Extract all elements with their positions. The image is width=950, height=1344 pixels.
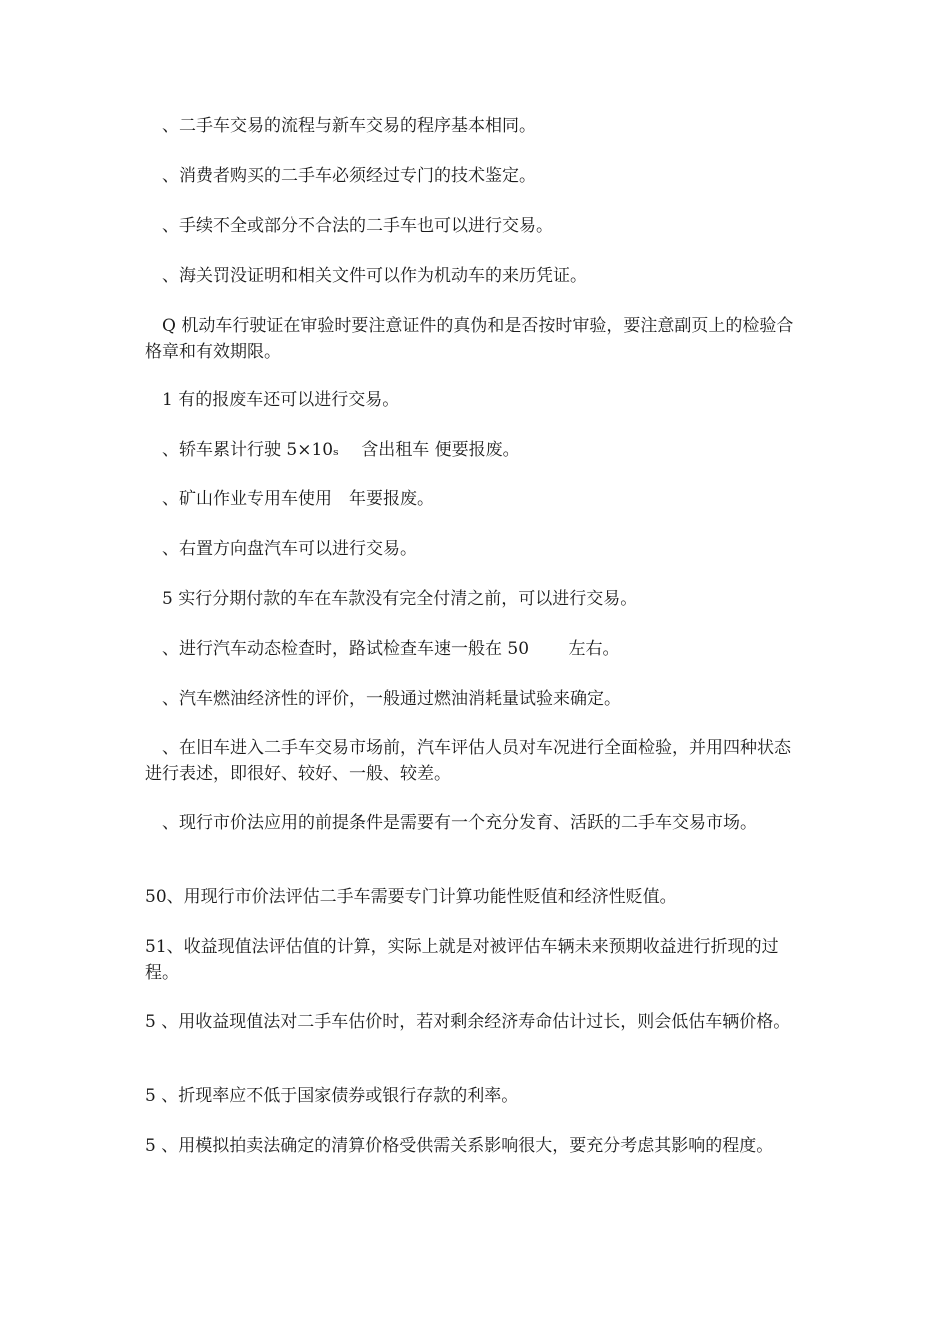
paragraph-2: 、消费者购买的二手车必须经过专门的技术鉴定。: [145, 166, 536, 186]
paragraph-19: 5 、用模拟拍卖法确定的清算价格受供需关系影响很大，要充分考虑其影响的程度。: [145, 1136, 774, 1156]
paragraph-6: 1 有的报废车还可以进行交易。: [145, 390, 400, 410]
paragraph-18: 5 、折现率应不低于国家债券或银行存款的利率。: [145, 1086, 519, 1106]
paragraph-4: 、海关罚没证明和相关文件可以作为机动车的来历凭证。: [145, 266, 587, 286]
paragraph-12: 、汽车燃油经济性的评价，一般通过燃油消耗量试验来确定。: [145, 689, 621, 709]
paragraph-5: Q 机动车行驶证在审验时要注意证件的真伪和是否按时审验，要注意副页上的检验合格章和有效期限。: [145, 316, 794, 362]
paragraph-7: 、轿车累计行驶 5×10ₛ 含出租车 便要报废。: [145, 440, 520, 460]
paragraph-3: 、手续不全或部分不合法的二手车也可以进行交易。: [145, 216, 553, 236]
paragraph-8: 、矿山作业专用车使用 年要报废。: [145, 489, 434, 509]
paragraph-11: 、进行汽车动态检查时，路试检查车速一般在 50 左右。: [145, 639, 620, 659]
paragraph-14: 、现行市价法应用的前提条件是需要有一个充分发育、活跃的二手车交易市场。: [145, 813, 757, 833]
paragraph-16: 51、收益现值法评估值的计算，实际上就是对被评估车辆未来预期收益进行折现的过程。: [145, 937, 779, 983]
paragraph-9: 、右置方向盘汽车可以进行交易。: [145, 539, 417, 559]
paragraph-17: 5 、用收益现值法对二手车估价时，若对剩余经济寿命估计过长，则会低估车辆价格。: [145, 1012, 791, 1032]
paragraph-13: 、在旧车进入二手车交易市场前，汽车评估人员对车况进行全面检验，并用四种状态进行表述，即很好、较好、一般、较差。: [145, 738, 791, 784]
paragraph-10: 5 实行分期付款的车在车款没有完全付清之前，可以进行交易。: [145, 589, 638, 609]
paragraph-15: 50、用现行市价法评估二手车需要专门计算功能性贬值和经济性贬值。: [145, 887, 677, 907]
paragraph-1: 、二手车交易的流程与新车交易的程序基本相同。: [145, 116, 536, 136]
